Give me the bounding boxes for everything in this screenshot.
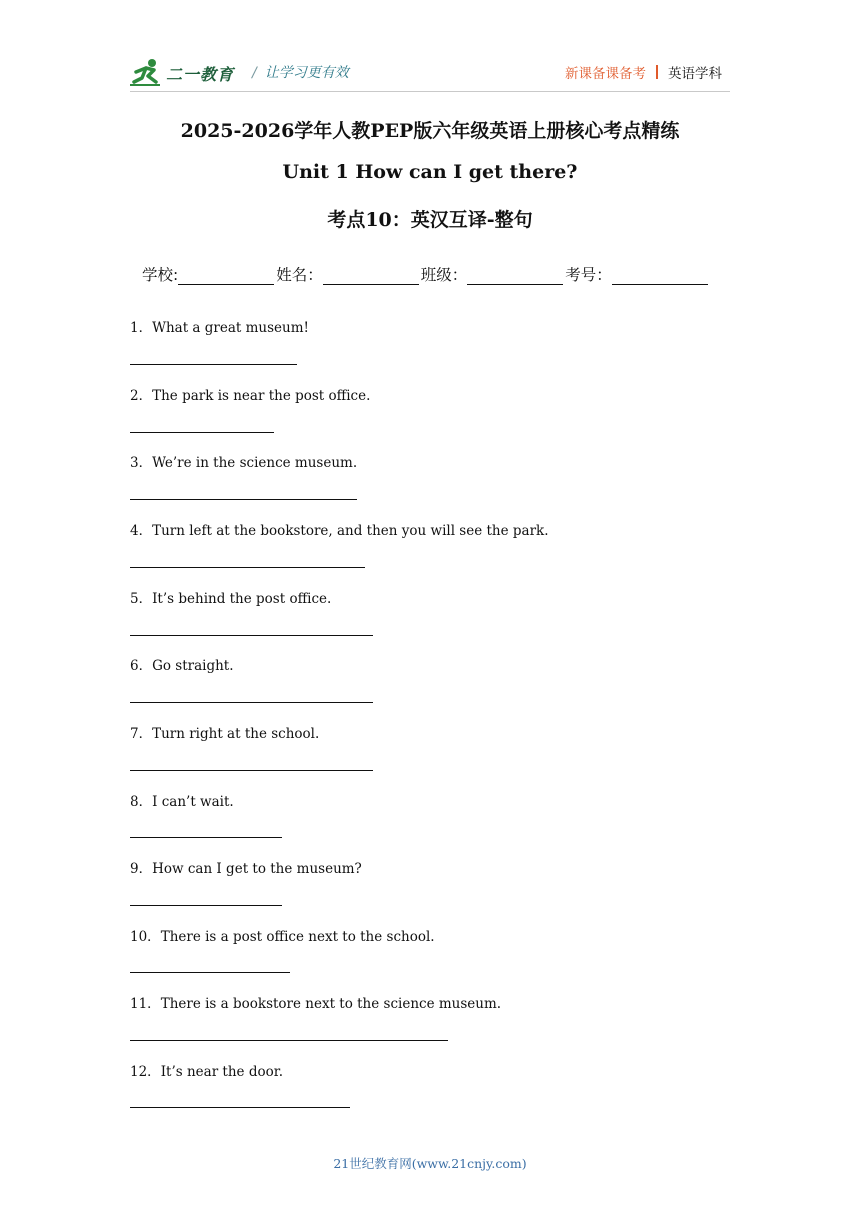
question-text: It’s behind the post office. — [152, 591, 332, 607]
point-title: 考点10：英汉互译-整句 — [327, 209, 533, 231]
question-text: Turn left at the bookstore, and then you will see the park. — [152, 523, 549, 539]
question-item — [130, 857, 362, 877]
page-header — [0, 50, 860, 96]
question-item — [130, 587, 331, 607]
question-number: 6． — [130, 658, 153, 674]
main-title: 2025-2026学年人教PEP版六年级英语上册核心考点精练 — [180, 120, 680, 142]
student-info — [142, 263, 710, 285]
answer-line[interactable] — [130, 567, 365, 568]
question-number: 5． — [130, 591, 153, 607]
question-number: 8． — [130, 794, 153, 810]
answer-line[interactable] — [130, 770, 373, 771]
question-text: There is a post office next to the school. — [160, 929, 435, 945]
answer-line[interactable] — [130, 635, 373, 636]
question-text: It’s near the door. — [160, 1064, 283, 1080]
question-text: What a great museum! — [152, 320, 309, 336]
answer-line[interactable] — [130, 837, 282, 838]
question-number: 7． — [130, 726, 153, 742]
question-number: 11． — [130, 996, 161, 1012]
question-number: 10． — [130, 929, 161, 945]
slogan-slash: / — [252, 65, 257, 81]
page-footer: 21世纪教育网(www.21cnjy.com) — [333, 1156, 527, 1171]
answer-line[interactable] — [130, 905, 282, 906]
answer-line[interactable] — [130, 1107, 350, 1108]
class-label: 班级： — [420, 266, 468, 284]
subject-label: 英语学科 — [668, 66, 722, 82]
answer-line[interactable] — [130, 432, 274, 433]
question-text: I can’t wait. — [152, 794, 234, 810]
question-item — [130, 451, 357, 471]
series-label: 新课备课备考 — [565, 66, 646, 82]
number-label: 考号： — [565, 266, 612, 284]
class-field[interactable] — [467, 266, 563, 285]
header-tag — [565, 62, 722, 82]
answer-line[interactable] — [130, 499, 357, 500]
question-number: 12． — [130, 1064, 161, 1080]
question-text: We’re in the science museum. — [152, 455, 358, 471]
unit-title: Unit 1 How can I get there? — [282, 161, 578, 183]
question-number: 4． — [130, 523, 153, 539]
question-text: Turn right at the school. — [152, 726, 320, 742]
answer-line[interactable] — [130, 702, 373, 703]
question-text: There is a bookstore next to the science museum. — [160, 996, 502, 1012]
answer-line[interactable] — [130, 1040, 448, 1041]
name-label: 姓名： — [276, 266, 323, 284]
question-item — [130, 722, 319, 742]
slogan-text: 让学习更有效 — [264, 65, 349, 81]
question-item — [130, 790, 234, 810]
runner-logo-icon — [130, 58, 164, 88]
question-item — [130, 925, 435, 945]
logo-text: 二一教育 — [166, 64, 235, 84]
question-number: 3． — [130, 455, 153, 471]
question-item — [130, 384, 370, 404]
school-field[interactable] — [178, 266, 274, 285]
header-divider — [130, 91, 730, 92]
school-label: 学校: — [142, 266, 179, 284]
divider-bar — [656, 65, 658, 79]
brand-logo — [130, 56, 242, 90]
question-text: How can I get to the museum? — [152, 861, 362, 877]
slogan — [252, 62, 349, 82]
question-item — [130, 519, 549, 539]
question-item — [130, 1060, 283, 1080]
question-number: 9． — [130, 861, 153, 877]
answer-line[interactable] — [130, 972, 290, 973]
answer-line[interactable] — [130, 364, 297, 365]
question-item — [130, 992, 501, 1012]
question-number: 2． — [130, 388, 153, 404]
question-text: Go straight. — [152, 658, 234, 674]
question-number: 1． — [130, 320, 153, 336]
number-field[interactable] — [612, 266, 708, 285]
question-item — [130, 654, 234, 674]
question-text: The park is near the post office. — [152, 388, 371, 404]
question-item — [130, 316, 309, 336]
name-field[interactable] — [323, 266, 419, 285]
